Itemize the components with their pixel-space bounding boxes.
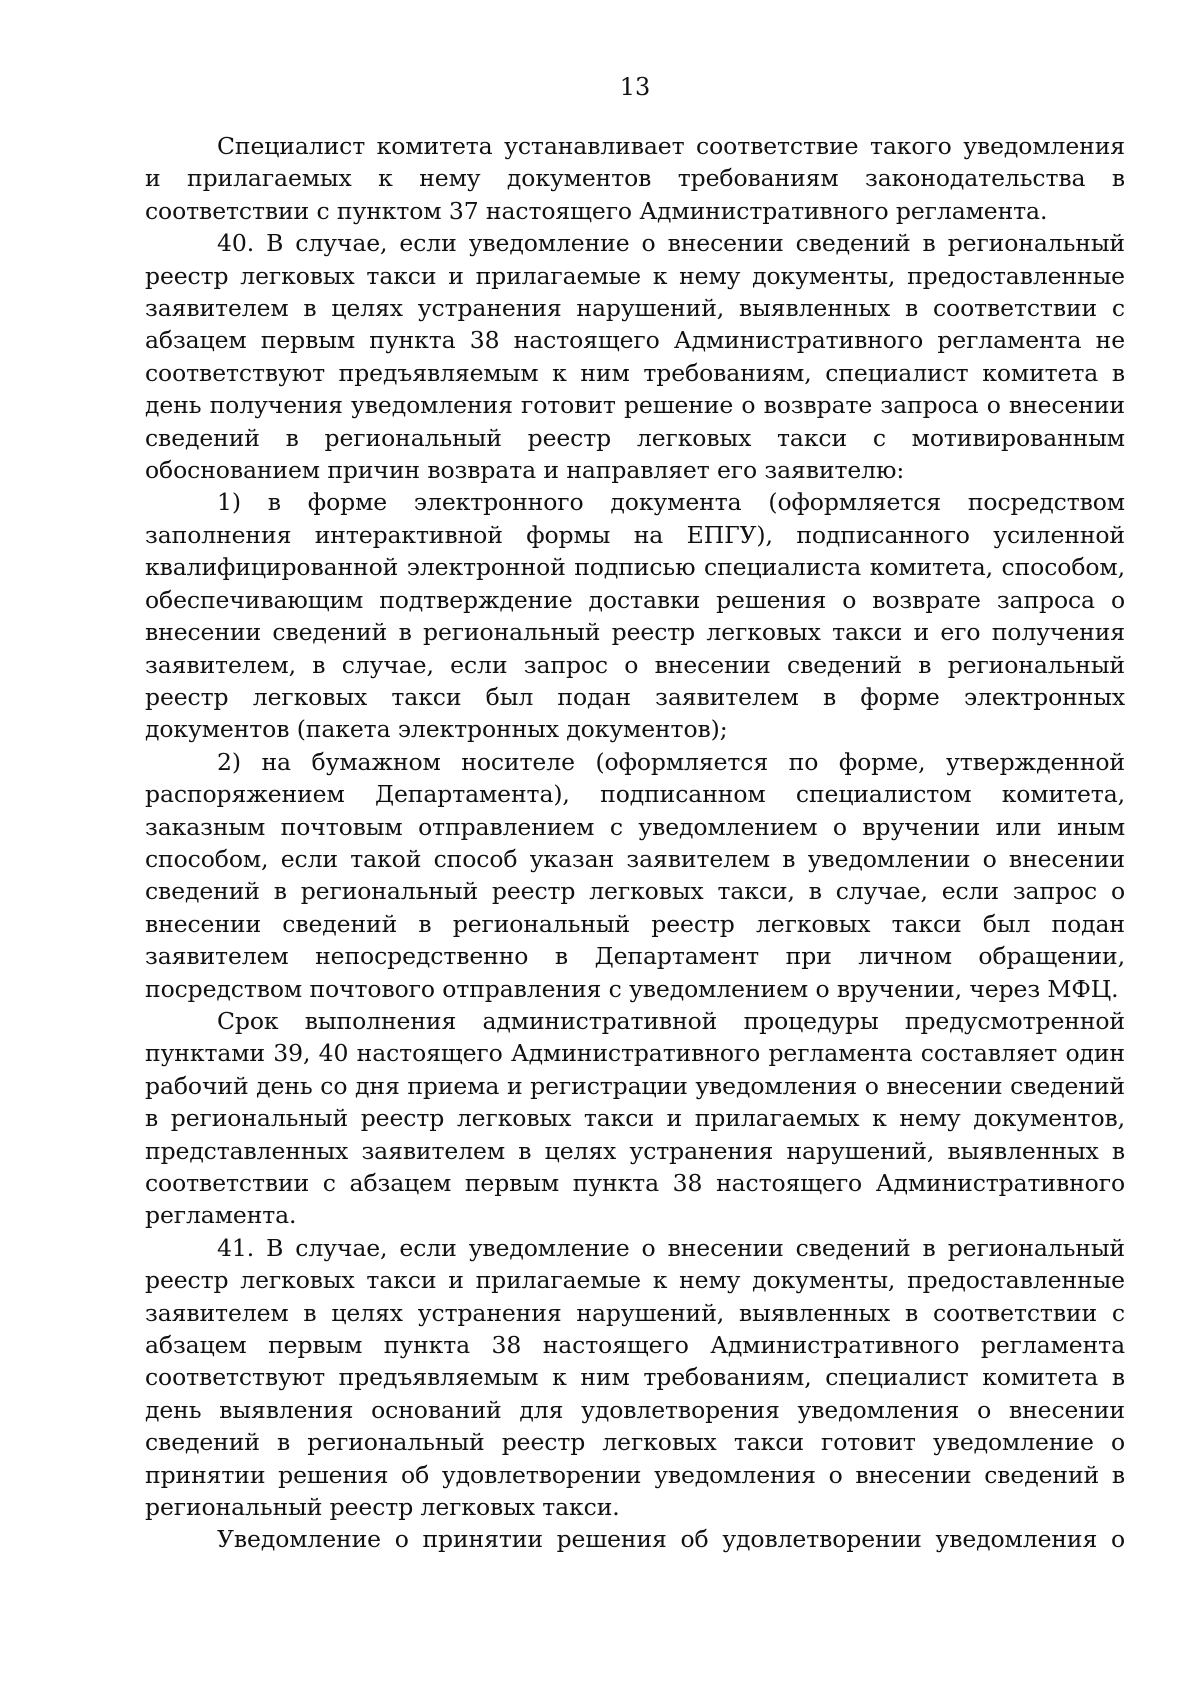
paragraph-specialist-check: Специалист комитета устанавливает соответствие такого уведомления и прилагаемых к нему документов требованиям законодательства в соответствии с пунктом 37 настоящего Административного регламента. (145, 132, 1125, 225)
paragraph-notification-continued: Уведомление о принятии решения об удовлетворении уведомления о (217, 1525, 1125, 1554)
paragraph-item-41: 41. В случае, если уведомление о внесении сведений в региональный реестр легковых такси и прилагаемые к нему документы, предоставленные заявителем в целях устранения нарушений, выявленных в соответствии с абзацем первым пункта 38 настоящего Административного регламента соответствуют предъявляемым к ним требованиям, специалист комитета в день выявления оснований для удовлетворения уведомления о внесении сведений в региональный реестр легковых такси готовит уведомление о принятии решения об удовлетворении уведомления о внесении сведений в региональный реестр легковых такси. (145, 1233, 1125, 1522)
page-number: 13 (619, 73, 651, 101)
paragraph-subitem-2-paper: 2) на бумажном носителе (оформляется по форме, утвержденной распоряжением Департамента), подписанном специалистом комитета, заказным почтовым отправлением с уведомлением о вручении или иным способом, если такой способ указан заявителем в уведомлении о внесении сведений в региональный реестр легковых такси, в случае, если запрос о внесении сведений в региональный реестр легковых такси был подан заявителем непосредственно в Департамент при личном обращении, посредством почтового отправления с уведомлением о вручении, через МФЦ. (145, 747, 1125, 1003)
document-body (145, 130, 1125, 1556)
paragraph-item-40: 40. В случае, если уведомление о внесении сведений в региональный реестр легковых такси и прилагаемые к нему документы, предоставленные заявителем в целях устранения нарушений, выявленных в соответствии с абзацем первым пункта 38 настоящего Административного регламента не соответствуют предъявляемым к ним требованиям, специалист комитета в день получения уведомления готовит решение о возврате запроса о внесении сведений в региональный реестр легковых такси с мотивированным обоснованием причин возврата и направляет его заявителю: (145, 229, 1125, 485)
paragraph-subitem-1-electronic: 1) в форме электронного документа (оформляется посредством заполнения интерактивной формы на ЕПГУ), подписанного усиленной квалифицированной электронной подписью специалиста комитета, способом, обеспечивающим подтверждение доставки решения о возврате запроса о внесении сведений в региональный реестр легковых такси и его получения заявителем, в случае, если запрос о внесении сведений в региональный реестр легковых такси был подан заявителем в форме электронных документов (пакета электронных документов); (145, 488, 1125, 744)
paragraph-procedure-term: Срок выполнения административной процедуры предусмотренной пунктами 39, 40 настоящего Административного регламента составляет один рабочий день со дня приема и регистрации уведомления о внесении сведений в региональный реестр легковых такси и прилагаемых к нему документов, представленных заявителем в целях устранения нарушений, выявленных в соответствии с абзацем первым пункта 38 настоящего Административного регламента. (145, 1006, 1125, 1230)
